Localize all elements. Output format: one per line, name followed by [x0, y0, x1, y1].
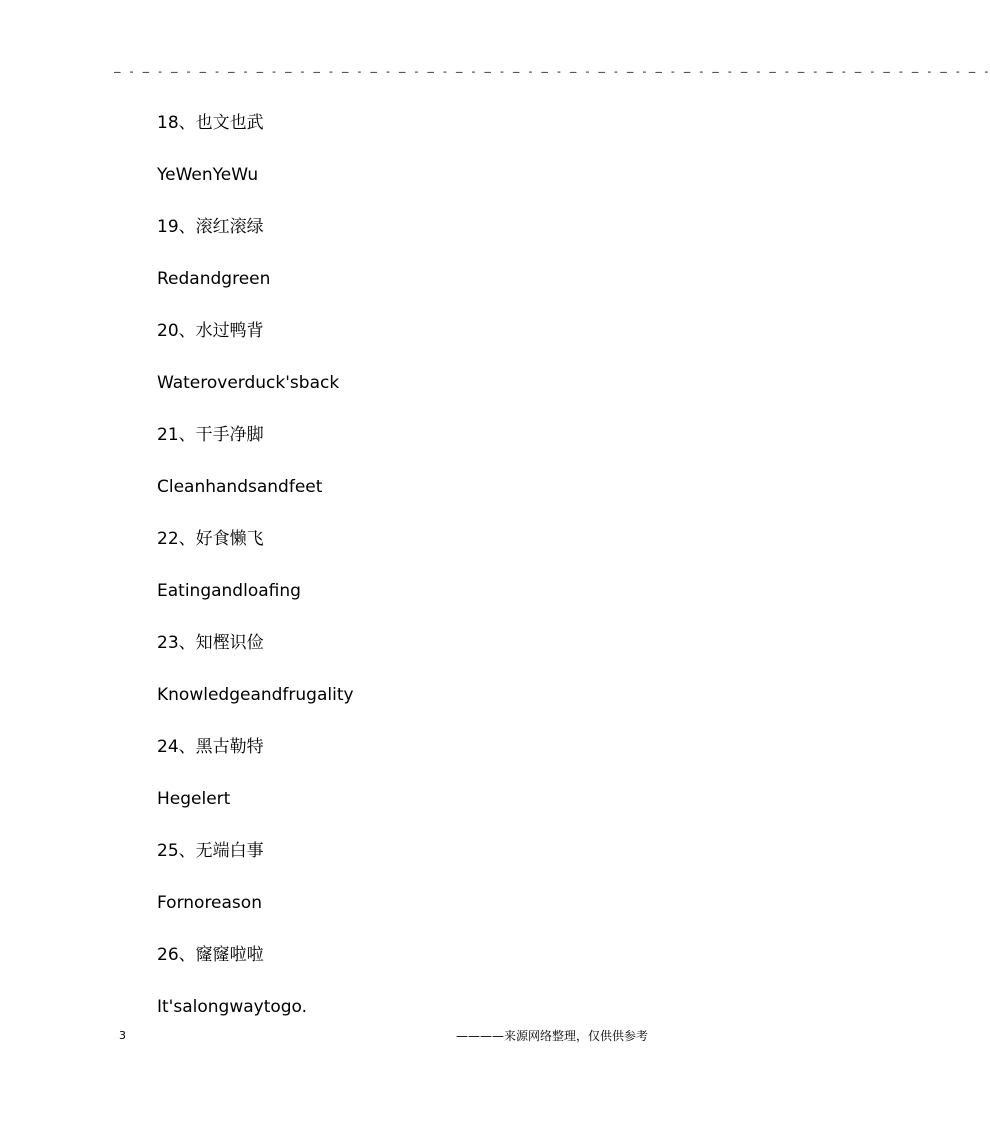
entry-english: Knowledgeandfrugality	[157, 685, 354, 705]
entry-chinese: 24、黑古勒特	[157, 737, 264, 757]
entry-english: It'salongwaytogo.	[157, 997, 308, 1017]
entry-chinese: 18、也文也武	[157, 113, 264, 133]
entry-english: Hegelert	[157, 789, 231, 809]
entry-chinese: 19、滚红滚绿	[157, 217, 264, 237]
entry-english: Fornoreason	[157, 893, 262, 913]
entry-chinese: 21、干手净脚	[157, 425, 264, 445]
entry-english: Cleanhandsandfeet	[157, 477, 323, 497]
footer-source-note: ————来源网络整理，仅供供参考	[456, 1029, 649, 1043]
entry-chinese: 22、好食懒飞	[157, 529, 264, 549]
entry-english: Eatingandloafing	[157, 581, 301, 601]
page-number: 3	[119, 1029, 126, 1042]
entry-english: YeWenYeWu	[157, 165, 259, 185]
entry-chinese: 26、窿窿啦啦	[157, 945, 264, 965]
entry-chinese: 23、知樫识俭	[157, 633, 264, 653]
entry-list	[157, 110, 677, 1046]
entry-english: Wateroverduck'sback	[157, 373, 340, 393]
entry-chinese: 25、无端白事	[157, 841, 264, 861]
entry-chinese: 20、水过鸭背	[157, 321, 264, 341]
entry-english: Redandgreen	[157, 269, 271, 289]
header-dashed-rule: — - — - — - — - — - — - — - — - — - — - — - — - — - — - — - — - — - — - — - — - — - — - — - — - — - — - — - — - — - — - — -	[114, 65, 990, 78]
